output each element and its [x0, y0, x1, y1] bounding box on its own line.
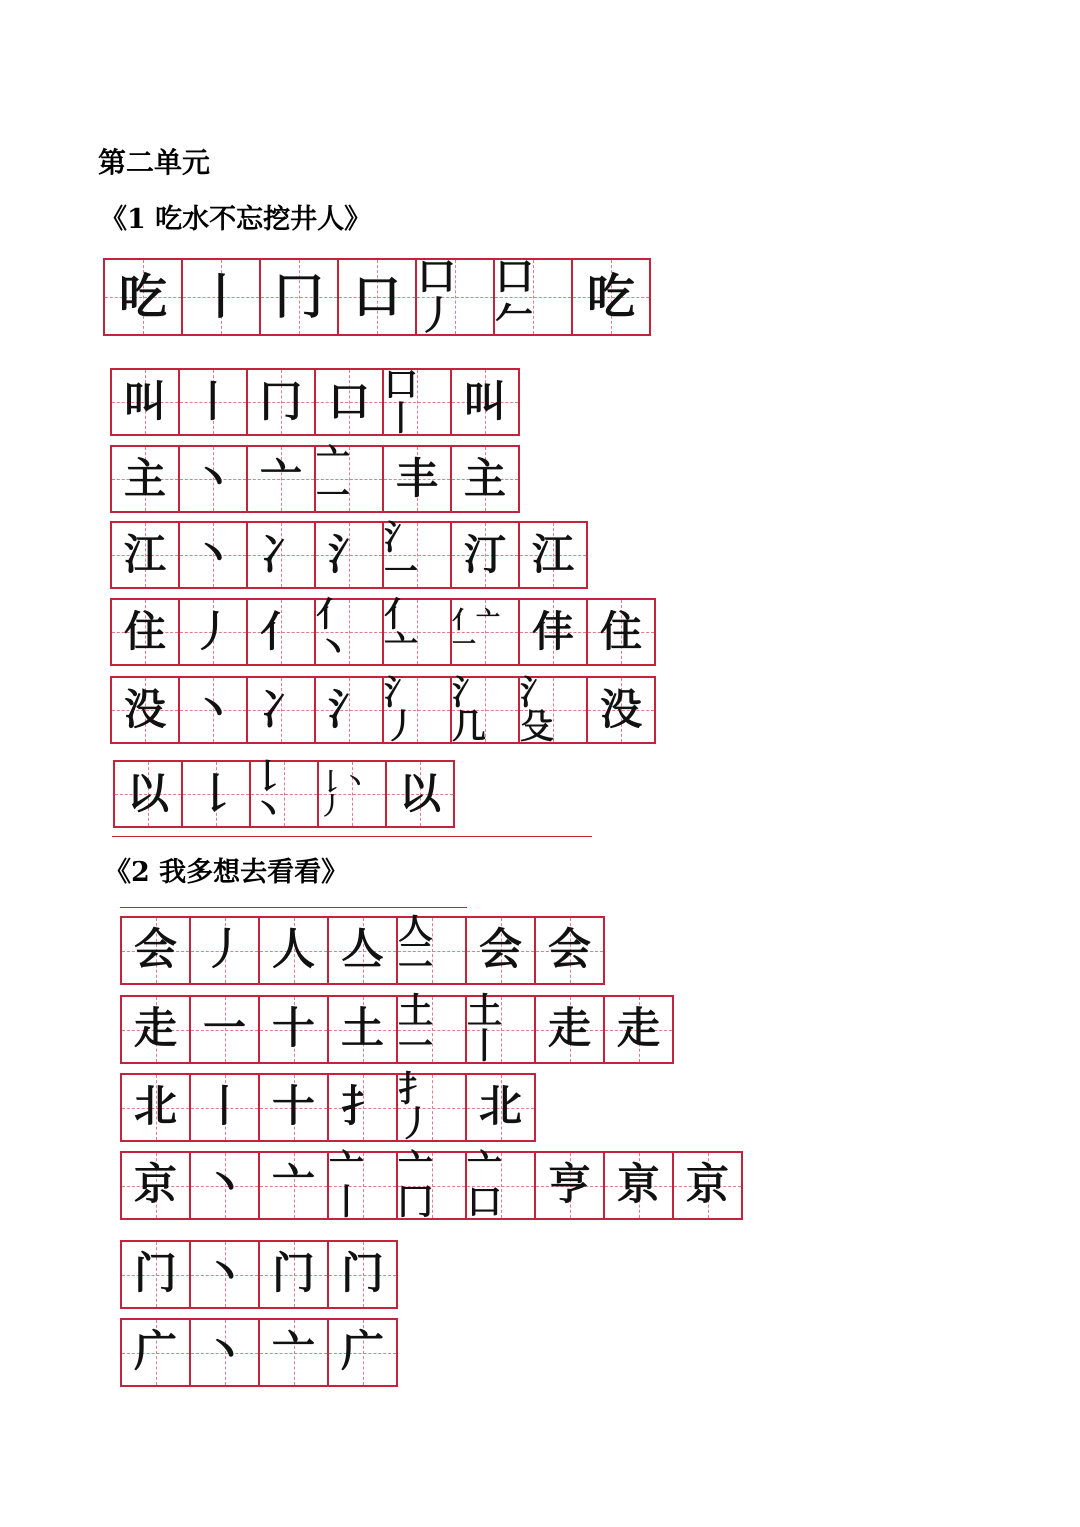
stroke-step-cell — [417, 255, 495, 339]
character-row — [110, 442, 520, 516]
stroke-step-cell — [180, 598, 248, 666]
character-glyph: 以 — [398, 769, 441, 818]
character-glyph: 口 — [352, 269, 401, 325]
stroke-step-cell — [339, 258, 417, 336]
character-glyph: 一 — [203, 1004, 246, 1054]
character-cell — [122, 1240, 191, 1309]
character-glyph: 口丨 — [384, 365, 418, 439]
stroke-step-cell — [384, 445, 452, 513]
stroke-step-cell — [384, 365, 452, 439]
character-glyph: 汀 — [463, 530, 506, 579]
character-glyph: 亼 — [341, 925, 384, 975]
stroke-step-cell — [605, 995, 674, 1064]
character-glyph: 亠冂 — [398, 1147, 434, 1223]
stroke-step-cell — [260, 1240, 329, 1309]
character-glyph: 丶 — [203, 1160, 246, 1210]
character-glyph: 人 — [272, 925, 315, 975]
lesson-1-title: 《1 吃水不忘挖井人》 — [100, 204, 372, 235]
stroke-step-cell — [180, 676, 248, 744]
character-glyph: 扌丿 — [398, 1069, 434, 1145]
character-row — [120, 912, 605, 988]
character-glyph: 冂 — [274, 269, 323, 325]
character-row — [110, 518, 588, 592]
character-glyph: 丰 — [395, 454, 438, 503]
character-glyph: 京 — [686, 1160, 729, 1210]
character-row — [103, 255, 651, 339]
stroke-step-cell — [316, 442, 384, 516]
character-glyph: 亨 — [548, 1160, 591, 1210]
character-glyph: 亠 — [272, 1160, 315, 1210]
character-glyph: 丨 — [191, 377, 234, 426]
character-glyph: 丨 — [203, 1082, 246, 1132]
stroke-step-cell — [260, 1151, 329, 1220]
character-glyph: 扌 — [341, 1082, 384, 1132]
stroke-step-cell — [384, 595, 452, 669]
stroke-step-cell — [248, 445, 316, 513]
divider-line — [120, 907, 467, 908]
stroke-step-cell — [329, 1073, 398, 1142]
character-glyph: 口𠂉 — [495, 255, 535, 339]
character-glyph: 亼一 — [398, 912, 434, 988]
character-glyph: 主 — [463, 454, 506, 503]
character-glyph: 住 — [599, 607, 642, 656]
stroke-step-cell — [674, 1151, 743, 1220]
character-glyph: 北 — [479, 1082, 522, 1132]
character-glyph: 氵殳 — [520, 673, 554, 747]
character-glyph: 仹 — [531, 607, 574, 656]
character-row — [110, 365, 520, 439]
stroke-step-cell — [536, 916, 605, 985]
stroke-step-cell — [387, 760, 455, 828]
stroke-step-cell — [319, 760, 387, 828]
character-row — [120, 1069, 536, 1145]
character-glyph: 口 — [327, 377, 370, 426]
character-glyph: 丶 — [191, 454, 234, 503]
character-cell — [122, 1151, 191, 1220]
stroke-step-cell — [183, 760, 251, 828]
character-glyph: 走 — [548, 1004, 591, 1054]
character-glyph: 亠 — [259, 454, 302, 503]
character-glyph: 氵几 — [452, 673, 486, 747]
stroke-step-cell — [452, 598, 520, 666]
stroke-step-cell — [452, 673, 520, 747]
character-cell — [122, 916, 191, 985]
stroke-step-cell — [467, 991, 536, 1067]
character-glyph: 土 — [341, 1004, 384, 1054]
stroke-step-cell — [467, 916, 536, 985]
character-row — [120, 1240, 398, 1309]
character-glyph: 丶 — [191, 685, 234, 734]
character-cell — [122, 995, 191, 1064]
character-glyph: 十 — [272, 1004, 315, 1054]
character-glyph: 门 — [134, 1249, 177, 1299]
character-glyph: 丶 — [203, 1249, 246, 1299]
character-glyph: 江 — [123, 530, 166, 579]
character-row — [110, 673, 656, 747]
stroke-step-cell — [191, 1240, 260, 1309]
character-glyph: 亻丶 — [316, 595, 350, 669]
character-glyph: 土一 — [398, 991, 434, 1067]
character-row — [120, 991, 674, 1067]
stroke-step-cell — [316, 676, 384, 744]
character-glyph: 江 — [531, 530, 574, 579]
character-glyph: 亰 — [617, 1160, 660, 1210]
stroke-step-cell — [536, 995, 605, 1064]
stroke-step-cell — [384, 673, 452, 747]
stroke-step-cell — [495, 255, 573, 339]
character-glyph: 亠丨 — [329, 1147, 365, 1223]
character-glyph: 京 — [134, 1160, 177, 1210]
stroke-step-cell — [329, 1147, 398, 1223]
character-cell — [105, 258, 183, 336]
stroke-step-cell — [260, 1318, 329, 1387]
character-glyph: 氵一 — [384, 518, 418, 592]
character-glyph: 亻亠 — [384, 595, 418, 669]
stroke-step-cell — [398, 912, 467, 988]
stroke-step-cell — [329, 1240, 398, 1309]
character-cell — [112, 445, 180, 513]
stroke-step-cell — [520, 673, 588, 747]
character-glyph: 门 — [341, 1249, 384, 1299]
stroke-step-cell — [191, 1073, 260, 1142]
stroke-step-cell — [520, 598, 588, 666]
character-glyph: 以 — [126, 769, 169, 818]
character-cell — [112, 598, 180, 666]
character-glyph: 𠄌丶丿 — [319, 768, 367, 820]
stroke-step-cell — [452, 445, 520, 513]
stroke-step-cell — [588, 598, 656, 666]
unit-title: 第二单元 — [98, 146, 211, 179]
character-glyph: 丿 — [191, 607, 234, 656]
stroke-step-cell — [248, 598, 316, 666]
stroke-step-cell — [248, 368, 316, 436]
stroke-step-cell — [467, 1147, 536, 1223]
stroke-step-cell — [191, 916, 260, 985]
stroke-step-cell — [260, 1073, 329, 1142]
lesson-2-title: 《2 我多想去看看》 — [104, 857, 349, 888]
stroke-step-cell — [180, 521, 248, 589]
character-glyph: 丨 — [196, 269, 245, 325]
character-glyph: 冫 — [259, 685, 302, 734]
stroke-step-cell — [398, 1147, 467, 1223]
character-glyph: 丿 — [203, 925, 246, 975]
stroke-step-cell — [251, 757, 319, 831]
stroke-step-cell — [261, 258, 339, 336]
character-glyph: 氵 — [327, 685, 370, 734]
stroke-step-cell — [180, 445, 248, 513]
character-glyph: 氵 — [327, 530, 370, 579]
character-row — [113, 757, 455, 831]
stroke-step-cell — [191, 1151, 260, 1220]
stroke-step-cell — [452, 368, 520, 436]
character-glyph: 亠 — [272, 1327, 315, 1377]
stroke-step-cell — [248, 521, 316, 589]
stroke-step-cell — [183, 258, 261, 336]
character-glyph: 冫 — [259, 530, 302, 579]
stroke-step-cell — [467, 1073, 536, 1142]
character-glyph: 没 — [599, 685, 642, 734]
character-glyph: 门 — [272, 1249, 315, 1299]
character-glyph: 氵丿 — [384, 673, 418, 747]
character-glyph: 走 — [134, 1004, 177, 1054]
character-glyph: 𠄌 — [194, 769, 237, 818]
character-glyph: 亻 — [259, 607, 302, 656]
character-glyph: 𠄌丶 — [251, 757, 285, 831]
stroke-step-cell — [384, 518, 452, 592]
character-glyph: 叫 — [123, 377, 166, 426]
character-glyph: 亻亠一 — [452, 606, 500, 658]
character-glyph: 亠一 — [316, 442, 350, 516]
character-glyph: 土丨 — [467, 991, 503, 1067]
character-glyph: 北 — [134, 1082, 177, 1132]
stroke-step-cell — [316, 368, 384, 436]
stroke-step-cell — [329, 995, 398, 1064]
character-glyph: 广 — [341, 1327, 384, 1377]
stroke-step-cell — [191, 1318, 260, 1387]
stroke-step-cell — [329, 1318, 398, 1387]
character-glyph: 会 — [548, 925, 591, 975]
stroke-step-cell — [536, 1151, 605, 1220]
stroke-step-cell — [191, 995, 260, 1064]
stroke-step-cell — [605, 1151, 674, 1220]
character-glyph: 口丿 — [417, 255, 457, 339]
character-glyph: 十 — [272, 1082, 315, 1132]
character-cell — [112, 368, 180, 436]
character-row — [120, 1318, 398, 1387]
character-glyph: 亠口 — [467, 1147, 503, 1223]
character-glyph: 吃 — [586, 269, 635, 325]
stroke-step-cell — [180, 368, 248, 436]
stroke-step-cell — [573, 258, 651, 336]
character-row — [110, 595, 656, 669]
character-cell — [112, 676, 180, 744]
stroke-step-cell — [316, 595, 384, 669]
character-glyph: 丶 — [203, 1327, 246, 1377]
stroke-step-cell — [316, 521, 384, 589]
divider-line — [112, 836, 592, 837]
stroke-step-cell — [520, 521, 588, 589]
character-row — [120, 1147, 743, 1223]
character-cell — [122, 1073, 191, 1142]
stroke-step-cell — [260, 995, 329, 1064]
character-cell — [115, 760, 183, 828]
stroke-step-cell — [260, 916, 329, 985]
character-glyph: 广 — [134, 1327, 177, 1377]
character-glyph: 叫 — [463, 377, 506, 426]
stroke-step-cell — [329, 916, 398, 985]
character-cell — [112, 521, 180, 589]
character-glyph: 会 — [479, 925, 522, 975]
character-glyph: 住 — [123, 607, 166, 656]
stroke-step-cell — [398, 1069, 467, 1145]
character-glyph: 没 — [123, 685, 166, 734]
character-glyph: 冂 — [259, 377, 302, 426]
character-glyph: 丶 — [191, 530, 234, 579]
character-glyph: 走 — [617, 1004, 660, 1054]
character-glyph: 主 — [123, 454, 166, 503]
stroke-step-cell — [452, 521, 520, 589]
stroke-step-cell — [588, 676, 656, 744]
stroke-step-cell — [398, 991, 467, 1067]
character-glyph: 会 — [134, 925, 177, 975]
character-cell — [122, 1318, 191, 1387]
character-glyph: 吃 — [118, 269, 167, 325]
stroke-step-cell — [248, 676, 316, 744]
